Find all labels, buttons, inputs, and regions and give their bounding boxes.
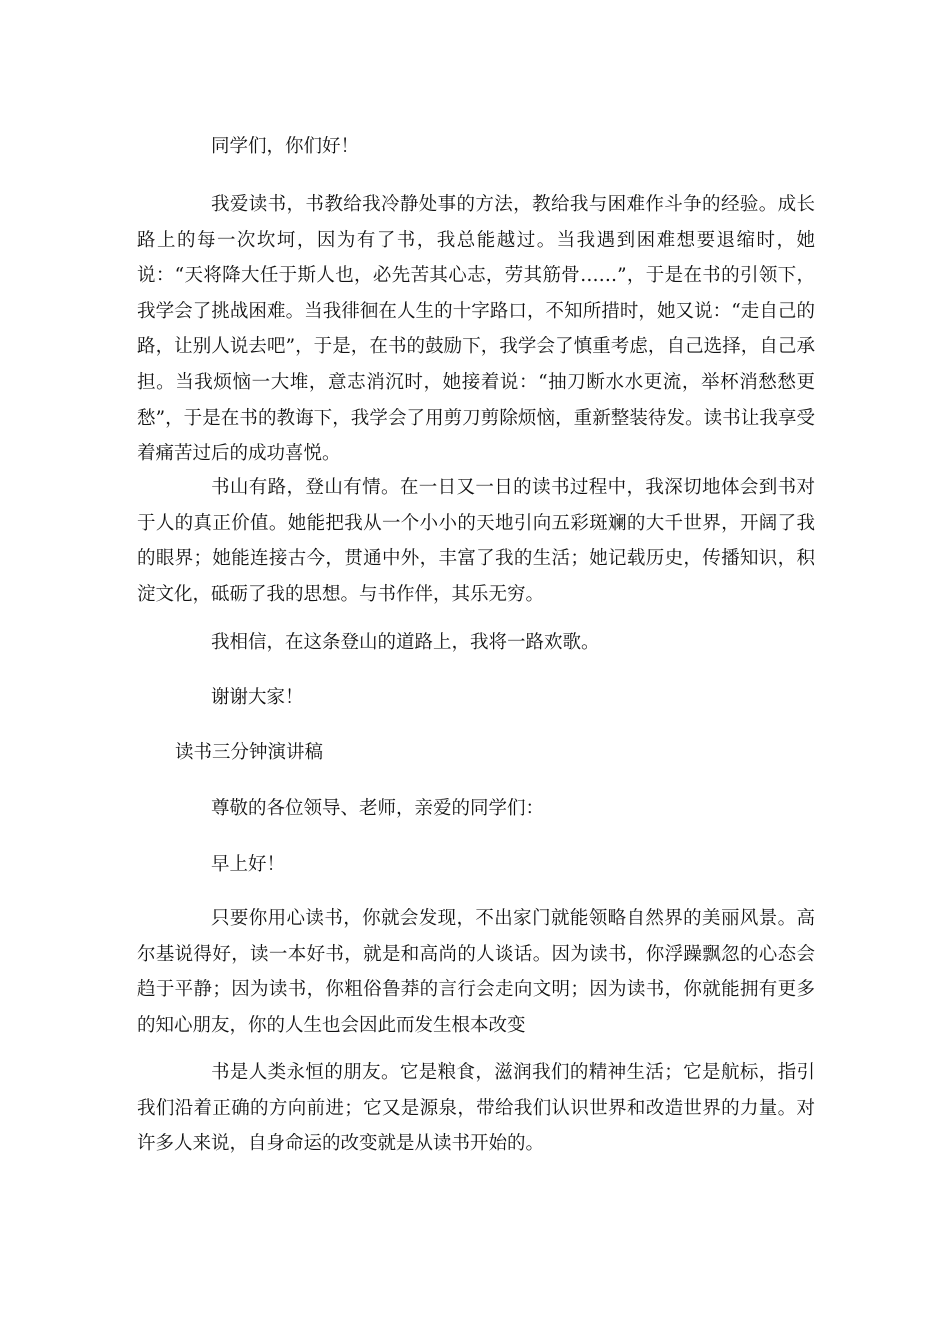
speech-title: 读书三分钟演讲稿 bbox=[175, 742, 324, 763]
body-paragraph-4: 只要你用心读书，你就会发现，不出家门就能领略自然界的美丽风景。高尔基说得好，读一本好书，就是和高尚的人谈话。因为读书，你浮躁飘忽的心态会趋于平静；因为读书，你粗俗鲁莽的言行会走向文明；因为读书，你就能拥有更多的知心朋友，你的人生也会因此而发生根本改变 bbox=[137, 908, 815, 1036]
closing-paragraph: 谢谢大家！ bbox=[211, 687, 304, 708]
salutation-paragraph: 尊敬的各位领导、老师，亲爱的同学们： bbox=[211, 798, 545, 819]
body-paragraph-2: 书山有路，登山有情。在一日又一日的读书过程中，我深切地体会到书对于人的真正价值。她能把我从一个小小的天地引向五彩斑斓的大千世界，开阔了我的眼界；她能连接古今，贯通中外，丰富了我的生活；她记载历史，传播知识，积淀文化，砥砺了我的思想。与书作伴，其乐无穷。 bbox=[137, 477, 815, 605]
greeting-paragraph: 同学们，你们好！ bbox=[211, 136, 360, 157]
body-paragraph-3: 我相信，在这条登山的道路上，我将一路欢歌。 bbox=[211, 632, 600, 653]
body-paragraph-1: 我爱读书，书教给我冷静处事的方法，教给我与困难作斗争的经验。成长路上的每一次坎坷，因为有了书，我总能越过。当我遇到困难想要退缩时，她说：“天将降大任于斯人也，必先苦其心志，劳其筋骨……”，于是在书的引领下，我学会了挑战困难。当我徘徊在人生的十字路口，不知所措时，她又说：“走自己的路，让别人说去吧”，于是，在书的鼓励下，我学会了慎重考虑，自己选择，自己承担。当我烦恼一大堆，意志消沉时，她接着说：“抽刀断水水更流，举杯消愁愁更愁”，于是在书的教诲下，我学会了用剪刀剪除烦恼，重新整装待发。读书让我享受着痛苦过后的成功喜悦。 bbox=[137, 194, 815, 465]
morning-greeting-paragraph: 早上好！ bbox=[211, 854, 286, 875]
body-paragraph-5: 书是人类永恒的朋友。它是粮食，滋润我们的精神生活；它是航标，指引我们沿着正确的方向前进；它又是源泉，带给我们认识世界和改造世界的力量。对许多人来说，自身命运的改变就是从读书开始的。 bbox=[137, 1062, 815, 1155]
